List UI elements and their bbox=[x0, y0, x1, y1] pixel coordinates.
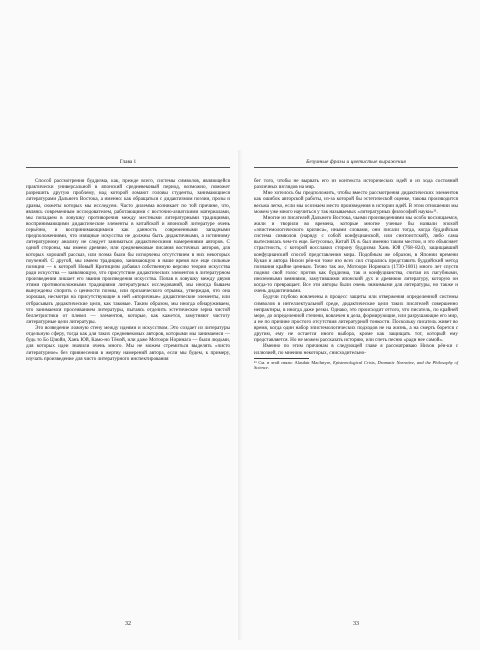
footnote-marker: ¹¹ bbox=[254, 359, 257, 365]
section-title: Безумные фразы и цветистые выражения bbox=[306, 159, 406, 165]
footnote-title: Epistemological Crisis, Dramatic Narrative, and the Philosophy of Science. bbox=[254, 359, 459, 370]
page-number-right: 33 bbox=[353, 621, 359, 627]
footnote bbox=[254, 360, 458, 371]
right-page bbox=[254, 158, 458, 628]
chapter-label: Глава 1 bbox=[119, 159, 137, 165]
paragraph: Это возведение ложную стену между идеями и искусством. Это создает из литературы отдельную сферу, тогда как для таких средневековых авторов, которыми мы занимаемся — будь то Бо Цзюйи, Ханъ Юй, Камо-но Тёмэй, или даже Мотоори Норинага — были людьми, для которых идеи значили очень много. Мы не можем стремиться выделять «чисто литературное» без привнесения в жертву намерений автора, если мы будем, к примеру, изучать произведение для чисто литературного инспектирования bbox=[26, 325, 230, 362]
footnote-text: См. в этой связи: Alasdair MacIntyre, bbox=[258, 359, 332, 365]
paragraph: Именно по этим причинам в следующей главе я рассматриваю Нихон рёи-ки с иллюзией, по мнению некоторых, снисходительно- bbox=[254, 343, 458, 356]
paragraph: Мне хотелось бы предположить, чтобы вместо рассмотрения дидактических элементов как ошибок авторской работы, из-за которой бы эстетической оценке, такова производится весьма легко, если мы осознаем место произведения в истории идей. В этом отношении мы можем уже много научиться у так называемых «литературных философий науки»¹¹. bbox=[254, 190, 458, 215]
paragraph: Многие из писателей Дальнего Востока, чьими произведениями мы особо восхищаемся, жили и творили во времена, которые многие ученые бы назвали эпохой «эпистемологического кризиса», иными словами, они писали тогда, когда буддийская система символов (наряду с собой конфуцианской, или синтоистской), либо сама вытеснялась чем-то еще. Бетусоньо, Китай IX в. был именно таким местом, и это объясняет страстность, с которой восславил сторону буддизма Хань Юй (768–824), защищавший конфуцианский способ представления мира. Подобным же образом, в Японии времени Кукая и автора Нихон рёи-ки тоже изо всех сил старались представить буддийский метод познания крайне ценным. Точно так же, Мотоори Норинага (1730-1801) много лет спустя поднял свой голос против как буддизма, так и конфуцианства, считая их пагубными, иноземными веяниями, замутившими японский дух и древнюю литературу, которую он когда-то превращает. Все эти авторы были очень значимыми для литературы, но также и очень дидактичными. bbox=[254, 214, 458, 295]
running-head-left bbox=[26, 158, 230, 168]
page-gutter bbox=[238, 150, 242, 640]
footnote-rule bbox=[254, 358, 309, 359]
page-number-left: 32 bbox=[125, 621, 131, 627]
paragraph: Способ рассмотрения буддизма, как, прежде всего, системы символов, являющейся практически универсальной в японский средневековый период, возможно, поможет разрешить другую проблему, над которой ломают головы студенты, занимающиеся литературами Дальнего Востока, а именно: как обращаться с дидактизмом поэзии, прозы и драмы, сюжеты которых мы исследуем. Часто дилемма возникает по той причине, что, являясь современным исследователем, работающими с восточно-азиатскими материалами, мы попадаем в ловушку противоречия между местными литературными традициями, воспринимающими дидактические элементы в китайской и японской литературе очень серьёзно, и воспринимающимися как данность современными западными предположениями, что изящные искусства не должны быть дидактичными, а истинному литературному анализу не следует заниматься дидактическими намерениями авторов. С одной стороны, мы имеем древние, или средневековые писания восточных авторов, для которых хороший рассказ, или поэма были бы испорчены отсутствием в них некоторых поучений. С другой, мы имеем традицию, занимающую в наше время все еще сильные позиции — к которой Новый Критицизм добавил собственную версию теории искусства ради искусства — заявляющую, что присутствие дидактических элементов в литературном произведении лишает его звания произведения искусства. Попав в ловушку между двумя этими противоположными традициями литературных исследований, мы иногда бываем вынуждены спорить о ценности поэмы, или прозаического отрывка, утверждая, что она хорошая, несмотря на присутствующие в ней «вторичные» дидактические элементы, или отбрасывать дидактические цели, как таковые. Таким образом, мы иногда обнаруживаем, что занимаемся просеиванием литературы, пытаясь отделить эстетические зерна чистой беллетристики от плевел — элементов, которые, как кажется, замутняют чистоту литературные цели литературы. bbox=[26, 178, 230, 325]
left-page bbox=[26, 158, 230, 628]
paragraph: Будучи глубоко вовлечены в процесс защиты или отвержения определенной системы символов в интеллектуальной среде, дидактические цели таких писателей совершенно непрактиры, в иногда даже резки. Однако, это происходит оттого, что писатель, по крайней мере, до определенной степени, вовлечен в дела, формирующие, или разрушающие его мир, а не по причине простого отсутствия литературной тонкости. Поскольку писатель живет во время, когда один набор эпистемологических подходов не на жизнь, а на смерть борется с другим, ему не остается иного выбора, кроме как защищать тот, который ему представляется. Но не можем рассказать историю, или спеть песню «ради нее самой». bbox=[254, 294, 458, 344]
left-page-body bbox=[26, 178, 230, 362]
right-page-body bbox=[254, 178, 458, 356]
paragraph: бег того, чтобы не вырвать его из контекста исторических идей и из хода состояний различных взглядов на мир. bbox=[254, 178, 458, 191]
running-head-right bbox=[254, 158, 458, 168]
footnotes bbox=[254, 358, 458, 371]
